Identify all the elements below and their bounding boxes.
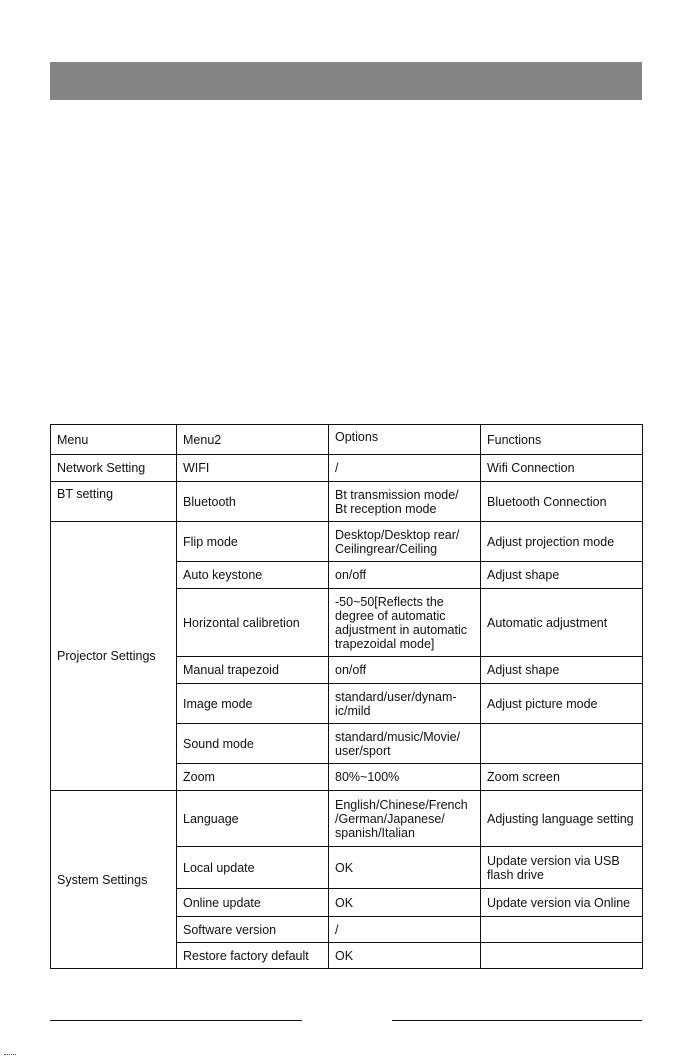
menu2-cell: Software version (177, 917, 329, 943)
section-header-bar (50, 62, 642, 100)
functions-cell: Adjusting language setting (481, 791, 643, 847)
options-cell: OK (329, 943, 481, 969)
functions-cell: Adjust picture mode (481, 684, 643, 724)
menu-cell-system-settings: System Settings (51, 791, 177, 969)
options-cell: Desktop/Desktop rear/ Ceilingrear/Ceiling (329, 522, 481, 562)
options-cell: OK (329, 889, 481, 917)
functions-cell: Automatic adjustment (481, 589, 643, 657)
footer-rule-right (392, 1020, 642, 1021)
header-cell-functions: Functions (481, 425, 643, 455)
table-row (51, 455, 643, 482)
options-cell: on/off (329, 657, 481, 684)
functions-cell: Wifi Connection (481, 455, 643, 482)
functions-cell: Adjust shape (481, 562, 643, 589)
page-corner-mark (4, 1054, 16, 1055)
header-cell-menu2: Menu2 (177, 425, 329, 455)
table-row (51, 522, 643, 562)
functions-cell: Bluetooth Connection (481, 482, 643, 522)
menu2-cell: Restore factory default (177, 943, 329, 969)
functions-cell (481, 917, 643, 943)
table-row (51, 482, 643, 522)
options-cell: English/Chinese/French /German/Japanese/ spanish/Italian (329, 791, 481, 847)
options-cell: / (329, 455, 481, 482)
functions-cell: Update version via USB flash drive (481, 847, 643, 889)
options-cell: standard/music/Movie/ user/sport (329, 724, 481, 764)
settings-menu-table (50, 424, 643, 969)
options-cell: 80%~100% (329, 764, 481, 791)
table-header-row (51, 425, 643, 455)
table-row (51, 791, 643, 847)
menu2-cell: Flip mode (177, 522, 329, 562)
options-cell: / (329, 917, 481, 943)
menu2-cell: Online update (177, 889, 329, 917)
functions-cell: Zoom screen (481, 764, 643, 791)
functions-cell: Adjust projection mode (481, 522, 643, 562)
functions-cell: Adjust shape (481, 657, 643, 684)
menu-cell: BT setting (51, 482, 177, 522)
options-cell: on/off (329, 562, 481, 589)
options-cell: -50~50[Reflects the degree of automatic adjustment in automatic trapezoidal mode] (329, 589, 481, 657)
menu-cell-projector-settings: Projector Settings (51, 522, 177, 791)
menu2-cell: Sound mode (177, 724, 329, 764)
header-cell-options: Options (329, 425, 481, 455)
menu2-cell: Language (177, 791, 329, 847)
menu2-cell: Horizontal calibretion (177, 589, 329, 657)
functions-cell: Update version via Online (481, 889, 643, 917)
header-cell-menu: Menu (51, 425, 177, 455)
menu2-cell: Auto keystone (177, 562, 329, 589)
menu2-cell: Manual trapezoid (177, 657, 329, 684)
options-cell: Bt transmission mode/ Bt reception mode (329, 482, 481, 522)
options-cell: OK (329, 847, 481, 889)
menu2-cell: Local update (177, 847, 329, 889)
functions-cell (481, 724, 643, 764)
menu-cell: Network Setting (51, 455, 177, 482)
options-cell: standard/user/dynam- ic/mild (329, 684, 481, 724)
menu2-cell: Image mode (177, 684, 329, 724)
menu2-cell: Bluetooth (177, 482, 329, 522)
functions-cell (481, 943, 643, 969)
menu2-cell: Zoom (177, 764, 329, 791)
footer-rule-left (50, 1020, 302, 1021)
menu2-cell: WIFI (177, 455, 329, 482)
